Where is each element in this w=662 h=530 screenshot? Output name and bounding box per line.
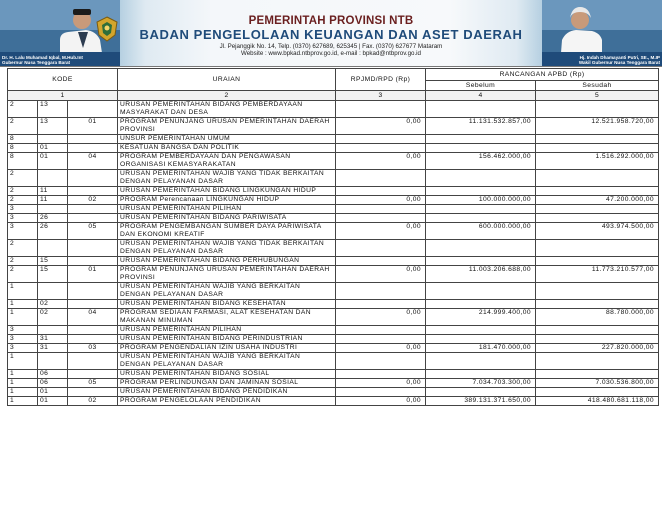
- sesudah-cell: [536, 187, 659, 196]
- uraian-cell: PROGRAM PERLINDUNGAN DAN JAMINAN SOSIAL: [118, 379, 336, 388]
- kode-2: 02: [38, 300, 68, 309]
- kode-3: 04: [68, 309, 118, 326]
- kode-2: 01: [38, 153, 68, 170]
- kode-3: [68, 170, 118, 187]
- table-row: [8, 101, 659, 118]
- kode-1: 1: [8, 379, 38, 388]
- kode-3: [68, 300, 118, 309]
- rpjmd-cell: 0,00: [336, 223, 426, 240]
- kode-3: [68, 388, 118, 397]
- budget-rows: [8, 101, 659, 406]
- kode-2: 11: [38, 187, 68, 196]
- uraian-cell: URUSAN PEMERINTAHAN BIDANG PERINDUSTRIAN: [118, 335, 336, 344]
- table-row: [8, 257, 659, 266]
- sebelum-cell: 600.000.000,00: [426, 223, 536, 240]
- uraian-cell: PROGRAM SEDIAAN FARMASI, ALAT KESEHATAN DAN MAKANAN MINUMAN: [118, 309, 336, 326]
- table-row: [8, 187, 659, 196]
- header-sesudah: Sesudah: [536, 81, 659, 91]
- rpjmd-cell: [336, 135, 426, 144]
- sesudah-cell: [536, 135, 659, 144]
- kode-1: 2: [8, 240, 38, 257]
- table-row: [8, 144, 659, 153]
- rpjmd-cell: 0,00: [336, 397, 426, 406]
- table-row: [8, 170, 659, 187]
- kode-2: [38, 135, 68, 144]
- table-row: [8, 223, 659, 240]
- budget-table: [7, 68, 659, 406]
- index-rpjmd: 3: [336, 91, 426, 101]
- kode-1: 2: [8, 266, 38, 283]
- header-rancangan: RANCANGAN APBD (Rp): [426, 69, 659, 81]
- kode-2: [38, 326, 68, 335]
- sebelum-cell: [426, 240, 536, 257]
- kode-1: 1: [8, 370, 38, 379]
- table-row: [8, 344, 659, 353]
- rpjmd-cell: [336, 353, 426, 370]
- kode-3: 01: [68, 118, 118, 135]
- table-row: [8, 214, 659, 223]
- rpjmd-cell: [336, 205, 426, 214]
- kode-3: 01: [68, 266, 118, 283]
- kode-2: 02: [38, 309, 68, 326]
- kode-2: 31: [38, 344, 68, 353]
- index-sebelum: 4: [426, 91, 536, 101]
- kode-2: 15: [38, 266, 68, 283]
- uraian-cell: URUSAN PEMERINTAHAN BIDANG LINGKUNGAN HIDUP: [118, 187, 336, 196]
- agency-heading: [120, 0, 542, 57]
- sebelum-cell: [426, 144, 536, 153]
- rpjmd-cell: [336, 335, 426, 344]
- kode-2: 31: [38, 335, 68, 344]
- rpjmd-cell: 0,00: [336, 266, 426, 283]
- table-row: [8, 266, 659, 283]
- ntb-logo-icon: [96, 16, 118, 47]
- sebelum-cell: 156.462.000,00: [426, 153, 536, 170]
- kode-2: 01: [38, 397, 68, 406]
- sesudah-cell: [536, 214, 659, 223]
- sebelum-cell: [426, 326, 536, 335]
- rpjmd-cell: [336, 187, 426, 196]
- kode-3: 04: [68, 153, 118, 170]
- rpjmd-cell: 0,00: [336, 153, 426, 170]
- sesudah-cell: 7.030.536.800,00: [536, 379, 659, 388]
- sebelum-cell: [426, 300, 536, 309]
- sebelum-cell: 389.131.371.650,00: [426, 397, 536, 406]
- sebelum-cell: 11.131.532.857,00: [426, 118, 536, 135]
- sebelum-cell: 11.003.206.688,00: [426, 266, 536, 283]
- table-row: [8, 326, 659, 335]
- uraian-cell: URUSAN PEMERINTAHAN WAJIB YANG BERKAITAN DENGAN PELAYANAN DASAR: [118, 353, 336, 370]
- kode-1: 2: [8, 170, 38, 187]
- uraian-cell: UNSUR PEMERINTAHAN UMUM: [118, 135, 336, 144]
- table-row: [8, 379, 659, 388]
- uraian-cell: PROGRAM PEMBERDAYAAN DAN PENGAWASAN ORGANISASI KEMASYARAKATAN: [118, 153, 336, 170]
- table-row: [8, 397, 659, 406]
- kode-1: 8: [8, 144, 38, 153]
- header-kode: KODE: [8, 69, 118, 91]
- sesudah-cell: [536, 144, 659, 153]
- kode-3: [68, 214, 118, 223]
- rpjmd-cell: [336, 101, 426, 118]
- index-sesudah: 5: [536, 91, 659, 101]
- kode-3: [68, 101, 118, 118]
- rpjmd-cell: 0,00: [336, 196, 426, 205]
- table-row: [8, 205, 659, 214]
- kode-2: 26: [38, 223, 68, 240]
- rpjmd-cell: [336, 144, 426, 153]
- sesudah-cell: [536, 283, 659, 300]
- kode-3: [68, 283, 118, 300]
- uraian-cell: PROGRAM PENUNJANG URUSAN PEMERINTAHAN DAERAH PROVINSI: [118, 118, 336, 135]
- index-kode: 1: [8, 91, 118, 101]
- sesudah-cell: [536, 240, 659, 257]
- kode-1: 8: [8, 153, 38, 170]
- kode-3: [68, 326, 118, 335]
- uraian-cell: PROGRAM PENGENDALIAN IZIN USAHA INDUSTRI: [118, 344, 336, 353]
- kode-3: [68, 135, 118, 144]
- kode-1: 2: [8, 118, 38, 135]
- kode-2: [38, 170, 68, 187]
- kode-2: 06: [38, 370, 68, 379]
- sesudah-cell: 12.521.958.720,00: [536, 118, 659, 135]
- document-header: [0, 0, 662, 67]
- gov-title: PEMERINTAH PROVINSI NTB: [248, 15, 414, 27]
- kode-3: 03: [68, 344, 118, 353]
- kode-3: 05: [68, 223, 118, 240]
- kode-3: 02: [68, 397, 118, 406]
- vice-governor-portrait: [542, 0, 662, 66]
- kode-2: 01: [38, 144, 68, 153]
- table-row: [8, 300, 659, 309]
- kode-3: [68, 144, 118, 153]
- kode-3: [68, 353, 118, 370]
- table-row: [8, 153, 659, 170]
- table-row: [8, 335, 659, 344]
- agency-address: Jl. Pejanggik No. 14, Telp. (0370) 627689, 625345 | Fax. (0370) 627677 Mataram: [219, 43, 443, 50]
- sebelum-cell: [426, 135, 536, 144]
- sebelum-cell: 7.034.703.300,00: [426, 379, 536, 388]
- kode-1: 3: [8, 335, 38, 344]
- uraian-cell: URUSAN PEMERINTAHAN WAJIB YANG BERKAITAN DENGAN PELAYANAN DASAR: [118, 283, 336, 300]
- rpjmd-cell: [336, 370, 426, 379]
- sesudah-cell: [536, 205, 659, 214]
- kode-3: [68, 187, 118, 196]
- kode-1: 2: [8, 187, 38, 196]
- rpjmd-cell: [336, 283, 426, 300]
- kode-2: 13: [38, 101, 68, 118]
- rpjmd-cell: 0,00: [336, 379, 426, 388]
- index-uraian: 2: [118, 91, 336, 101]
- header-sebelum: Sebelum: [426, 81, 536, 91]
- sesudah-cell: [536, 101, 659, 118]
- kode-2: [38, 283, 68, 300]
- kode-1: 1: [8, 353, 38, 370]
- table-row: [8, 370, 659, 379]
- sesudah-cell: [536, 326, 659, 335]
- sebelum-cell: 214.999.400,00: [426, 309, 536, 326]
- kode-2: 01: [38, 388, 68, 397]
- kode-1: 3: [8, 223, 38, 240]
- kode-3: 05: [68, 379, 118, 388]
- sebelum-cell: [426, 187, 536, 196]
- kode-2: [38, 205, 68, 214]
- sesudah-cell: [536, 370, 659, 379]
- rpjmd-cell: 0,00: [336, 118, 426, 135]
- kode-1: 3: [8, 344, 38, 353]
- uraian-cell: PROGRAM PENGELOLAAN PENDIDIKAN: [118, 397, 336, 406]
- kode-3: [68, 335, 118, 344]
- table-row: [8, 353, 659, 370]
- sesudah-cell: 11.773.210.577,00: [536, 266, 659, 283]
- kode-1: 3: [8, 205, 38, 214]
- table-row: [8, 240, 659, 257]
- kode-3: [68, 370, 118, 379]
- kode-1: 1: [8, 300, 38, 309]
- table-row: [8, 283, 659, 300]
- kode-1: 1: [8, 388, 38, 397]
- governor-caption: Dr. H. Lalu Muhamad Iqbal, M.Hub.Int Gubernur Nusa Tenggara Barat: [2, 54, 83, 65]
- agency-contact: Website : www.bpkad.ntbprov.go.id, e-mail : bpkad@ntbprov.go.id: [241, 50, 421, 57]
- table-row: [8, 388, 659, 397]
- sesudah-cell: [536, 335, 659, 344]
- kode-1: 8: [8, 135, 38, 144]
- uraian-cell: PROGRAM Perencanaan LINGKUNGAN HIDUP: [118, 196, 336, 205]
- kode-1: 3: [8, 214, 38, 223]
- sesudah-cell: [536, 300, 659, 309]
- agency-title: BADAN PENGELOLAAN KEUANGAN DAN ASET DAERAH: [139, 27, 523, 42]
- kode-1: 3: [8, 326, 38, 335]
- header-rpjmd: RPJMD/RPD (Rp): [336, 69, 426, 91]
- kode-3: [68, 257, 118, 266]
- sebelum-cell: [426, 101, 536, 118]
- sesudah-cell: 88.780.000,00: [536, 309, 659, 326]
- sebelum-cell: [426, 388, 536, 397]
- kode-2: 11: [38, 196, 68, 205]
- table-row: [8, 135, 659, 144]
- uraian-cell: URUSAN PEMERINTAHAN BIDANG PARIWISATA: [118, 214, 336, 223]
- kode-3: [68, 240, 118, 257]
- sebelum-cell: [426, 335, 536, 344]
- sebelum-cell: [426, 214, 536, 223]
- kode-1: 1: [8, 397, 38, 406]
- kode-2: [38, 353, 68, 370]
- rpjmd-cell: [336, 240, 426, 257]
- rpjmd-cell: 0,00: [336, 344, 426, 353]
- uraian-cell: URUSAN PEMERINTAHAN BIDANG PENDIDIKAN: [118, 388, 336, 397]
- kode-2: 06: [38, 379, 68, 388]
- uraian-cell: PROGRAM PENUNJANG URUSAN PEMERINTAHAN DAERAH PROVINSI: [118, 266, 336, 283]
- sesudah-cell: 1.516.292.000,00: [536, 153, 659, 170]
- rpjmd-cell: [336, 170, 426, 187]
- kode-1: 2: [8, 257, 38, 266]
- sebelum-cell: [426, 283, 536, 300]
- header-uraian: URAIAN: [118, 69, 336, 91]
- uraian-cell: URUSAN PEMERINTAHAN BIDANG PEMBERDAYAAN MASYARAKAT DAN DESA: [118, 101, 336, 118]
- uraian-cell: URUSAN PEMERINTAHAN PILIHAN: [118, 205, 336, 214]
- vice-governor-caption: Hj. Indah Dhamayanti Putri, SE., M.IP Wakil Gubernur Nusa Tenggara Barat: [578, 54, 660, 65]
- uraian-cell: URUSAN PEMERINTAHAN WAJIB YANG TIDAK BERKAITAN DENGAN PELAYANAN DASAR: [118, 240, 336, 257]
- kode-1: 2: [8, 196, 38, 205]
- sesudah-cell: 47.200.000,00: [536, 196, 659, 205]
- sesudah-cell: 227.820.000,00: [536, 344, 659, 353]
- sesudah-cell: [536, 353, 659, 370]
- kode-1: 1: [8, 283, 38, 300]
- rpjmd-cell: [336, 326, 426, 335]
- table-row: [8, 309, 659, 326]
- sebelum-cell: [426, 170, 536, 187]
- sesudah-cell: [536, 257, 659, 266]
- sesudah-cell: 418.480.681.118,00: [536, 397, 659, 406]
- sebelum-cell: [426, 370, 536, 379]
- uraian-cell: URUSAN PEMERINTAHAN BIDANG PERHUBUNGAN: [118, 257, 336, 266]
- kode-2: 15: [38, 257, 68, 266]
- uraian-cell: URUSAN PEMERINTAHAN WAJIB YANG TIDAK BERKAITAN DENGAN PELAYANAN DASAR: [118, 170, 336, 187]
- sesudah-cell: 493.974.500,00: [536, 223, 659, 240]
- kode-2: 26: [38, 214, 68, 223]
- uraian-cell: URUSAN PEMERINTAHAN BIDANG KESEHATAN: [118, 300, 336, 309]
- sebelum-cell: [426, 353, 536, 370]
- rpjmd-cell: 0,00: [336, 309, 426, 326]
- uraian-cell: URUSAN PEMERINTAHAN PILIHAN: [118, 326, 336, 335]
- rpjmd-cell: [336, 300, 426, 309]
- sebelum-cell: 181.470.000,00: [426, 344, 536, 353]
- table-row: [8, 196, 659, 205]
- uraian-cell: PROGRAM PENGEMBANGAN SUMBER DAYA PARIWISATA DAN EKONOMI KREATIF: [118, 223, 336, 240]
- kode-2: 13: [38, 118, 68, 135]
- sebelum-cell: 100.000.000,00: [426, 196, 536, 205]
- sebelum-cell: [426, 257, 536, 266]
- sesudah-cell: [536, 170, 659, 187]
- rpjmd-cell: [336, 388, 426, 397]
- uraian-cell: URUSAN PEMERINTAHAN BIDANG SOSIAL: [118, 370, 336, 379]
- kode-2: [38, 240, 68, 257]
- uraian-cell: KESATUAN BANGSA DAN POLITIK: [118, 144, 336, 153]
- table-row: [8, 118, 659, 135]
- sebelum-cell: [426, 205, 536, 214]
- kode-3: [68, 205, 118, 214]
- rpjmd-cell: [336, 257, 426, 266]
- kode-1: 1: [8, 309, 38, 326]
- kode-1: 2: [8, 101, 38, 118]
- sesudah-cell: [536, 388, 659, 397]
- rpjmd-cell: [336, 214, 426, 223]
- kode-3: 02: [68, 196, 118, 205]
